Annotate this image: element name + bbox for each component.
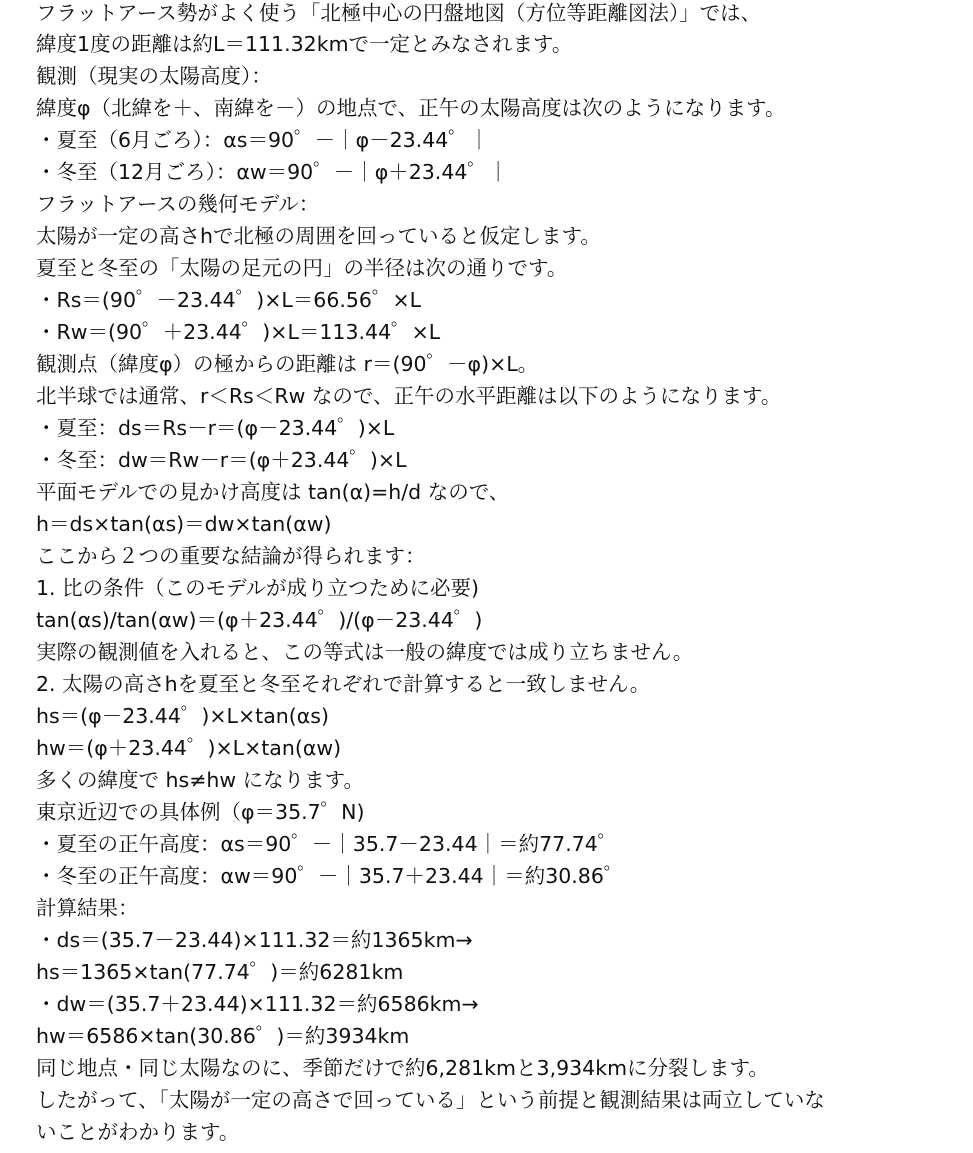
text-line: 緯度1度の距離は約L＝111.32kmで一定とみなされます。 bbox=[36, 32, 573, 56]
formula-line: ・夏至：ds＝Rs－r＝(φ－23.44゜)×L bbox=[36, 416, 395, 440]
section-heading: 観測（現実の太陽高度）： bbox=[36, 64, 272, 88]
text-line: 夏至と冬至の「太陽の足元の円」の半径は次の通りです。 bbox=[36, 256, 568, 280]
section-heading: フラットアースの幾何モデル： bbox=[36, 192, 320, 216]
text-line: 多くの緯度で hs≠hw になります。 bbox=[36, 768, 365, 792]
formula-line: hs＝(φ－23.44゜)×L×tan(αs) bbox=[36, 704, 329, 728]
formula-line: ・夏至の正午高度：αs＝90゜－｜35.7－23.44｜＝約77.74゜ bbox=[36, 832, 619, 856]
text-line: 緯度φ（北緯を＋、南緯を－）の地点で、正午の太陽高度は次のようになります。 bbox=[36, 96, 786, 120]
text-line: 太陽が一定の高さhで北極の周囲を回っていると仮定します。 bbox=[36, 224, 601, 248]
text-line: 同じ地点・同じ太陽なのに、季節だけで約6,281kmと3,934kmに分裂します。 bbox=[36, 1056, 769, 1080]
text-line: 実際の観測値を入れると、この等式は一般の緯度では成り立ちません。 bbox=[36, 640, 694, 664]
formula-line: ・冬至：dw＝Rw－r＝(φ＋23.44゜)×L bbox=[36, 448, 407, 472]
text-line: 平面モデルでの見かけ高度は tan(α)=h/d なので、 bbox=[36, 480, 510, 504]
text-line: 北半球では通常、r＜Rs＜Rw なので、正午の水平距離は以下のようになります。 bbox=[36, 384, 782, 408]
text-line: 観測点（緯度φ）の極からの距離は r＝(90゜－φ)×L。 bbox=[36, 352, 539, 376]
formula-line: hw＝6586×tan(30.86゜)＝約3934km bbox=[36, 1024, 410, 1048]
formula-line: ・dw＝(35.7＋23.44)×111.32＝約6586km→ bbox=[36, 992, 479, 1016]
formula-line: hw＝(φ＋23.44゜)×L×tan(αw) bbox=[36, 736, 342, 760]
section-heading: 東京近辺での具体例（φ＝35.7゜N) bbox=[36, 800, 365, 824]
text-line: したがって、「太陽が一定の高さで回っている」という前提と観測結果は両立していな bbox=[36, 1088, 825, 1112]
formula-line: ・夏至（6月ごろ）：αs＝90゜－｜φ－23.44゜｜ bbox=[36, 128, 490, 152]
formula-line: ・冬至（12月ごろ）：αw＝90゜－｜φ＋23.44゜｜ bbox=[36, 160, 509, 184]
formula-line: ・冬至の正午高度：αw＝90゜－｜35.7＋23.44｜＝約30.86゜ bbox=[36, 864, 625, 888]
formula-line: ・Rw＝(90゜＋23.44゜)×L＝113.44゜×L bbox=[36, 320, 441, 344]
text-line: いことがわかります。 bbox=[36, 1120, 240, 1144]
text-line: フラットアース勢がよく使う「北極中心の円盤地図（方位等距離図法）」では、 bbox=[36, 1, 762, 25]
document-body bbox=[36, 0, 956, 1148]
formula-line: ・ds＝(35.7－23.44)×111.32＝約1365km→ bbox=[36, 928, 473, 952]
section-heading: 計算結果： bbox=[36, 896, 139, 920]
formula-line: hs＝1365×tan(77.74゜)＝約6281km bbox=[36, 960, 404, 984]
section-heading: ここから２つの重要な結論が得られます： bbox=[36, 544, 426, 568]
text-line: 1. 比の条件（このモデルが成り立つために必要) bbox=[36, 576, 480, 600]
formula-line: tan(αs)/tan(αw)＝(φ＋23.44゜)/(φ－23.44゜) bbox=[36, 608, 483, 632]
text-line: 2. 太陽の高さhを夏至と冬至それぞれで計算すると一致しません。 bbox=[36, 672, 651, 696]
formula-line: ・Rs＝(90゜－23.44゜)×L＝66.56゜×L bbox=[36, 288, 422, 312]
formula-line: h＝ds×tan(αs)＝dw×tan(αw) bbox=[36, 512, 332, 536]
